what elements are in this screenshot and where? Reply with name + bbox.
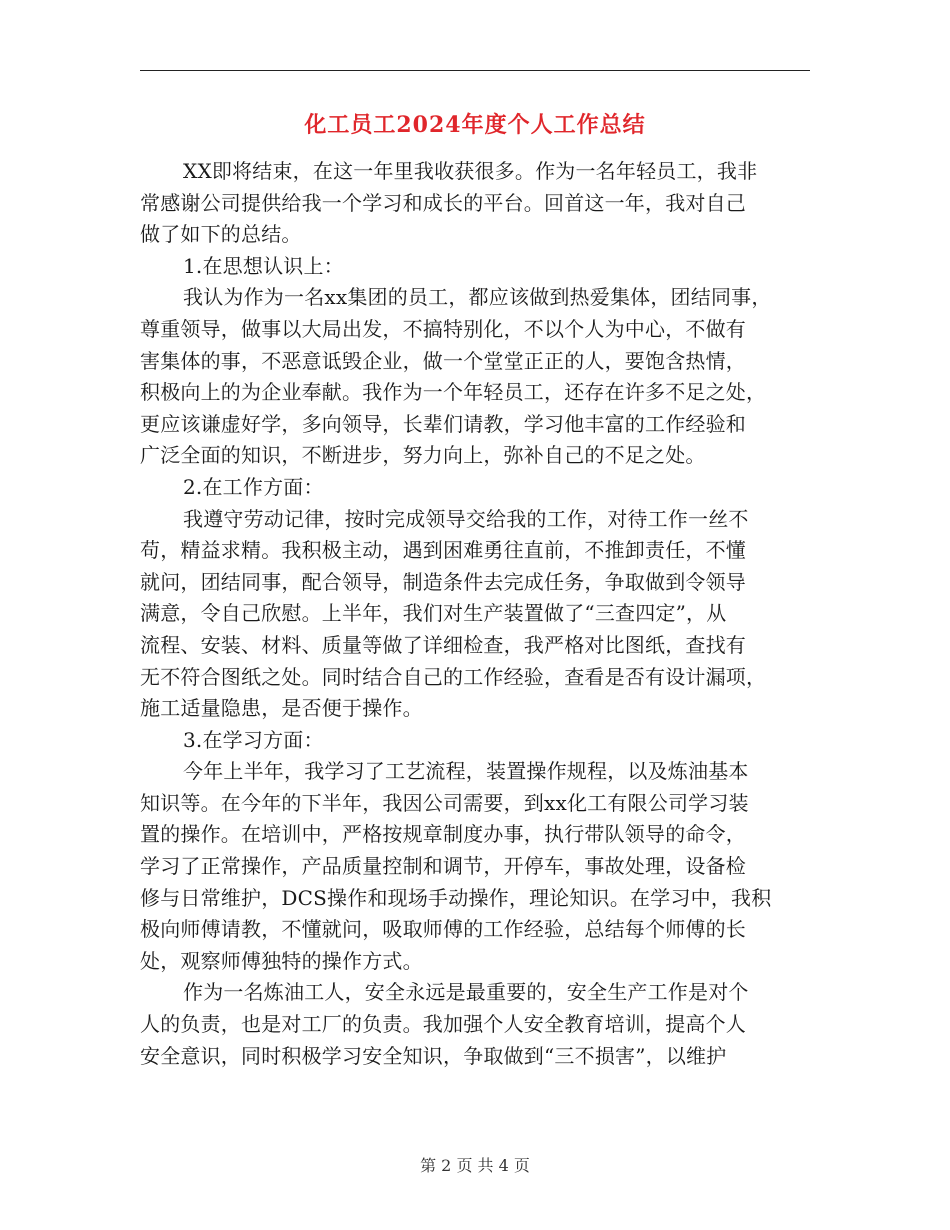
text-line: XX即将结束，在这一年里我收获很多。作为一名年轻员工，我非 <box>183 159 758 183</box>
page-number-footer: 第 2 页 共 4 页 <box>420 1156 530 1175</box>
text-line: 尊重领导，做事以大局出发，不搞特别化，不以个人为中心，不做有 <box>140 316 746 341</box>
text-line: 就问，团结同事，配合领导，制造条件去完成任务，争取做到令领导 <box>140 569 746 594</box>
text-line: 无不符合图纸之处。同时结合自己的工作经验，查看是否有设计漏项， <box>140 664 767 689</box>
text-line: 学习了正常操作，产品质量控制和调节，开停车，事故处理，设备检 <box>140 854 746 879</box>
text-line: 流程、安装、材料、质量等做了详细检查，我严格对比图纸，查找有 <box>140 632 746 657</box>
text-line: 2.在工作方面： <box>183 474 324 499</box>
document-body <box>140 156 812 1072</box>
text-line: 更应该谦虚好学，多向领导，长辈们请教，学习他丰富的工作经验和 <box>140 411 746 436</box>
text-line: 知识等。在今年的下半年，我因公司需要，到xx化工有限公司学习装 <box>140 790 749 815</box>
text-line: 积极向上的为企业奉献。我作为一个年轻员工，还存在许多不足之处， <box>140 380 767 405</box>
text-line: 1.在思想认识上： <box>183 253 344 278</box>
text-line: 我认为作为一名xx集团的员工，都应该做到热爱集体，团结同事， <box>183 285 772 310</box>
text-line: 人的负责，也是对工厂的负责。我加强个人安全教育培训，提高个人 <box>140 1012 746 1037</box>
document-title: 化工员工2024年度个人工作总结 <box>304 112 646 138</box>
text-line: 害集体的事，不恶意诋毁企业，做一个堂堂正正的人，要饱含热情， <box>140 348 746 373</box>
text-line: 常感谢公司提供给我一个学习和成长的平台。回首这一年，我对自己 <box>140 190 746 215</box>
text-line: 苟，精益求精。我积极主动，遇到困难勇往直前，不推卸责任，不懂 <box>140 538 746 563</box>
text-line: 安全意识，同时积极学习安全知识，争取做到“三不损害”，以维护 <box>140 1043 727 1068</box>
header-rule <box>140 70 810 71</box>
text-line: 处，观察师傅独特的操作方式。 <box>140 948 423 973</box>
text-line: 置的操作。在培训中，严格按规章制度办事，执行带队领导的命令， <box>140 822 746 847</box>
text-line: 修与日常维护，DCS操作和现场手动操作，理论知识。在学习中，我积 <box>140 885 772 910</box>
text-line: 今年上半年，我学习了工艺流程，装置操作规程，以及炼油基本 <box>183 759 749 784</box>
text-line: 施工适量隐患，是否便于操作。 <box>140 696 423 721</box>
text-line: 广泛全面的知识，不断进步，努力向上，弥补自己的不足之处。 <box>140 443 706 468</box>
text-line: 满意，令自己欣慰。上半年，我们对生产装置做了“三查四定”，从 <box>140 601 727 626</box>
text-line: 3.在学习方面： <box>183 727 324 752</box>
text-line: 极向师傅请教，不懂就问，吸取师傅的工作经验，总结每个师傅的长 <box>140 917 746 942</box>
text-line: 做了如下的总结。 <box>140 222 302 247</box>
text-line: 我遵守劳动记律，按时完成领导交给我的工作，对待工作一丝不 <box>183 506 749 531</box>
text-line: 作为一名炼油工人，安全永远是最重要的，安全生产工作是对个 <box>183 980 749 1005</box>
